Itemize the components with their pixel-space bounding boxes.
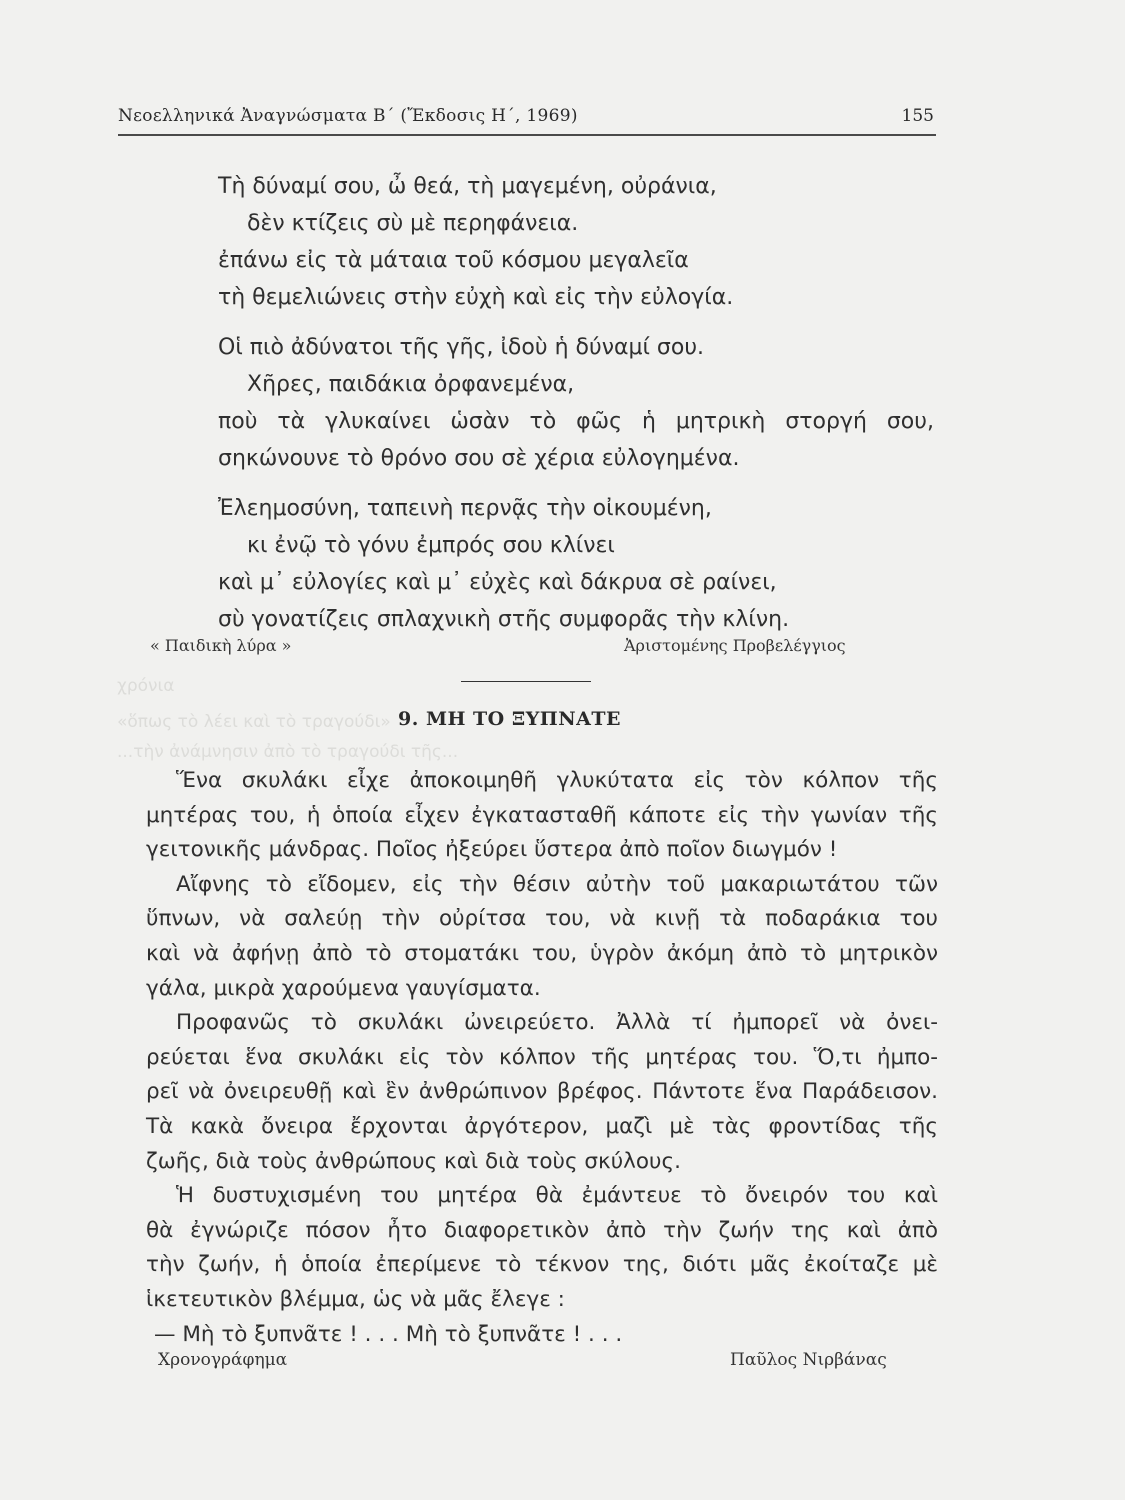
prose-author: Παῦλος Νιρβάνας bbox=[730, 1350, 887, 1370]
show-through-text: «ὅπως τὸ λέει καὶ τὸ τραγούδι» bbox=[117, 712, 391, 732]
poem-line: τὴ θεμελιώνεις στὴν εὐχὴ καὶ εἰς τὴν εὐλογία. bbox=[218, 285, 734, 310]
poem bbox=[218, 168, 938, 651]
poem-line: Ἐλεημοσύνη, ταπεινὴ περνᾷς τὴν οἰκουμένη, bbox=[218, 496, 712, 521]
poem-author: Ἀριστομένης Προβελέγγιος bbox=[624, 636, 846, 655]
poem-line: Τὴ δύναμί σου, ὦ θεά, τὴ μαγεμένη, οὐράνια, bbox=[218, 174, 717, 199]
paragraph bbox=[146, 764, 938, 868]
prose-line: ρεύεται ἕνα σκυλάκι εἰς τὸν κόλπον τῆς μητέρας του. Ὅ,τι ἠμπο- bbox=[146, 1044, 938, 1070]
prose-line: Ἕνα σκυλάκι εἶχε ἀποκοιμηθῆ γλυκύτατα εἰς τὸν κόλπον τῆς bbox=[176, 768, 938, 793]
poem-line: σηκώνουνε τὸ θρόνο σου σὲ χέρια εὐλογημένα. bbox=[218, 446, 740, 471]
paragraph bbox=[146, 1179, 938, 1317]
prose-line: Προφανῶς τὸ σκυλάκι ὠνειρεύετο. Ἀλλὰ τί ἠμπορεῖ νὰ ὀνει- bbox=[176, 1010, 938, 1036]
prose-line: καὶ νὰ ἀφήνῃ ἀπὸ τὸ στοματάκι του, ὑγρὸν ἀκόμη ἀπὸ τὸ μητρικὸν bbox=[146, 940, 938, 966]
poem-line: ποὺ τὰ γλυκαίνει ὡσὰν τὸ φῶς ἡ μητρικὴ στοργή σου, bbox=[218, 409, 934, 434]
paragraph bbox=[146, 868, 938, 1006]
prose-line: ὕπνων, νὰ σαλεύῃ τὴν οὐρίτσα του, νὰ κινῇ τὰ ποδαράκια του bbox=[146, 906, 938, 932]
prose-source: Χρονογράφημα bbox=[158, 1350, 288, 1370]
poem-line: καὶ μ᾽ εὐλογίες καὶ μ᾽ εὐχὲς καὶ δάκρυα σὲ ραίνει, bbox=[218, 570, 777, 595]
poem-stanza bbox=[218, 329, 938, 477]
prose-body bbox=[146, 764, 938, 1352]
prose-line: ζωῆς, διὰ τοὺς ἀνθρώπους καὶ διὰ τοὺς σκύλους. bbox=[146, 1148, 681, 1174]
prose-line: Ἡ δυστυχισμένη του μητέρα θὰ ἐμάντευε τὸ ὄνειρόν του καὶ bbox=[176, 1183, 938, 1209]
prose-line: μητέρας του, ἡ ὁποία εἶχεν ἐγκατασταθῆ κάποτε εἰς τὴν γωνίαν τῆς bbox=[146, 802, 938, 828]
dialogue-line: — Μὴ τὸ ξυπνᾶτε ! . . . Μὴ τὸ ξυπνᾶτε ! . . . bbox=[154, 1321, 623, 1347]
prose-line: γάλα, μικρὰ χαρούμενα γαυγίσματα. bbox=[146, 975, 541, 1001]
prose-line: ἱκετευτικὸν βλέμμα, ὡς νὰ μᾶς ἔλεγε : bbox=[146, 1286, 565, 1312]
poem-line: ἐπάνω εἰς τὰ μάταια τοῦ κόσμου μεγαλεῖα bbox=[218, 248, 689, 273]
paragraph bbox=[146, 1006, 938, 1179]
prose-line: Τὰ κακὰ ὄνειρα ἔρχονται ἀργότερον, μαζὶ μὲ τὰς φροντίδας τῆς bbox=[146, 1113, 938, 1139]
poem-line: Οἱ πιὸ ἀδύνατοι τῆς γῆς, ἰδοὺ ἡ δύναμί σου. bbox=[218, 335, 705, 360]
prose-line: Αἴφνης τὸ εἴδομεν, εἰς τὴν θέσιν αὐτὴν τοῦ μακαριωτάτου τῶν bbox=[176, 871, 938, 897]
section-title: 9. ΜΗ ΤΟ ΞΥΠΝΑΤΕ bbox=[398, 708, 621, 730]
running-title: Νεοελληνικά Ἀναγνώσματα Β´ (Ἔκδοσις Η´, 1969) bbox=[118, 106, 578, 126]
poem-line: Χῆρες, παιδάκια ὀρφανεμένα, bbox=[247, 372, 575, 397]
show-through-text: ...τὴν ἀνάμνησιν ἀπὸ τὸ τραγούδι τῆς... bbox=[117, 742, 459, 762]
prose-line: τὴν ζωήν, ἡ ὁποία ἐπερίμενε τὸ τέκνον της, διότι μᾶς ἐκοίταζε μὲ bbox=[146, 1252, 938, 1278]
running-header bbox=[118, 104, 936, 136]
section-divider bbox=[461, 681, 591, 682]
show-through-text: χρόνια bbox=[117, 676, 175, 696]
poem-source: « Παιδικὴ λύρα » bbox=[150, 636, 292, 655]
poem-stanza bbox=[218, 490, 938, 638]
prose-line: θὰ ἐγνώριζε πόσον ἦτο διαφορετικὸν ἀπὸ τὴν ζωήν της καὶ ἀπὸ bbox=[146, 1217, 938, 1243]
prose-line: γειτονικῆς μάνδρας. Ποῖος ἠξεύρει ὕστερα ἀπὸ ποῖον διωγμόν ! bbox=[146, 837, 838, 863]
page-number: 155 bbox=[901, 106, 934, 126]
poem-line: σὺ γονατίζεις σπλαχνικὴ στῆς συμφορᾶς τὴν κλίνη. bbox=[218, 607, 790, 632]
poem-stanza bbox=[218, 168, 938, 316]
poem-line: κι ἐνῷ τὸ γόνυ ἐμπρός σου κλίνει bbox=[247, 533, 615, 558]
poem-line: δὲν κτίζεις σὺ μὲ περηφάνεια. bbox=[247, 211, 579, 236]
prose-line: ρεῖ νὰ ὀνειρευθῇ καὶ ἓν ἀνθρώπινον βρέφος. Πάντοτε ἕνα Παράδεισον. bbox=[146, 1079, 938, 1105]
